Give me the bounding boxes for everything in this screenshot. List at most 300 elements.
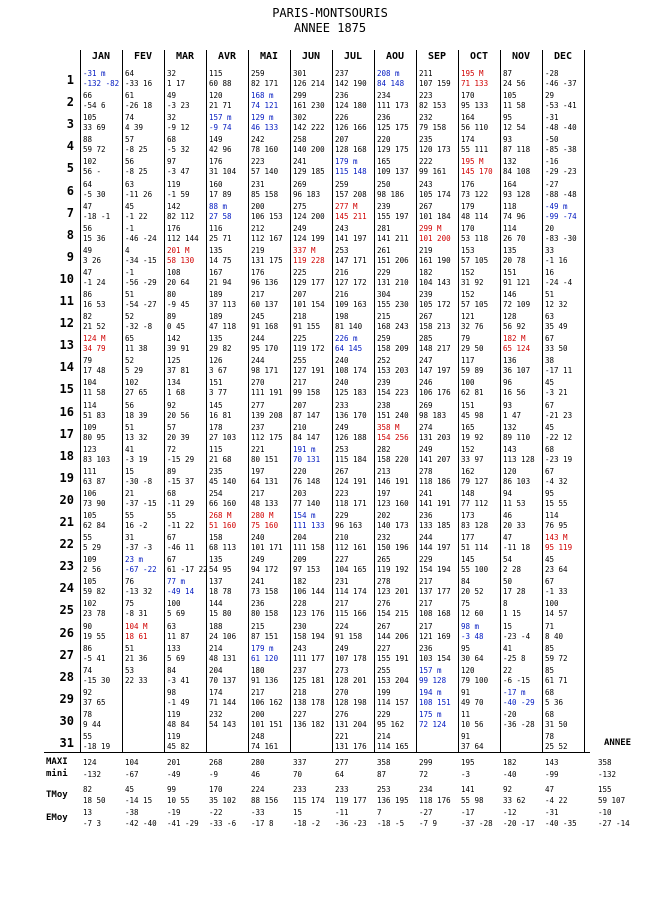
day-cell bbox=[251, 401, 292, 423]
max-temp: 269 bbox=[293, 179, 307, 189]
day-cell bbox=[209, 356, 250, 378]
max-temp: 229 bbox=[335, 511, 349, 520]
min-mean-temp: 114 157 bbox=[377, 697, 409, 707]
min-mean-temp: 74 161 bbox=[251, 742, 279, 751]
min-mean-temp: 64 145 bbox=[335, 344, 363, 354]
day-cell bbox=[83, 224, 124, 246]
min-mean-temp: -11 26 bbox=[125, 189, 153, 199]
day-cell bbox=[419, 622, 460, 644]
day-cell bbox=[209, 511, 250, 533]
day-cell bbox=[335, 113, 376, 135]
max-temp: 170 bbox=[461, 91, 475, 101]
min-mean-temp: -36 -28 bbox=[503, 719, 535, 729]
max-temp: 182 bbox=[293, 577, 307, 587]
max-temp: 275 bbox=[293, 201, 307, 211]
day-cell bbox=[461, 69, 502, 91]
min-mean-temp: -37 -15 bbox=[125, 498, 157, 508]
max-temp: 209 bbox=[293, 555, 307, 565]
min-mean-temp: 138 178 bbox=[293, 697, 325, 707]
min-mean-temp: 148 217 bbox=[419, 344, 451, 354]
max-temp: 84 bbox=[461, 577, 471, 587]
max-temp: 174 bbox=[209, 687, 223, 697]
max-temp: 176 bbox=[251, 267, 265, 277]
summary-mini-value: 70 bbox=[293, 770, 303, 779]
min-mean-temp: 155 230 bbox=[377, 300, 409, 309]
min-mean-temp: 91 121 bbox=[503, 277, 531, 287]
day-cell bbox=[503, 467, 544, 489]
min-mean-temp: 123 160 bbox=[377, 498, 409, 508]
day-cell bbox=[125, 113, 166, 135]
day-cell bbox=[503, 732, 544, 754]
min-mean-temp: -22 12 bbox=[545, 432, 573, 442]
min-mean-temp: 39 91 bbox=[167, 344, 190, 354]
max-temp: 241 bbox=[419, 488, 433, 498]
day-cell bbox=[167, 135, 208, 157]
min-mean-temp: 123 201 bbox=[377, 587, 409, 597]
max-temp: 270 bbox=[251, 378, 265, 388]
min-mean-temp: -23 19 bbox=[545, 454, 573, 464]
day-cell bbox=[209, 489, 250, 511]
day-cell bbox=[545, 445, 586, 467]
day-number: 2 bbox=[66, 95, 74, 110]
day-number: 15 bbox=[59, 382, 74, 397]
day-cell bbox=[167, 113, 208, 135]
max-temp: 74 bbox=[125, 113, 135, 123]
day-cell bbox=[461, 290, 502, 312]
min-mean-temp: 76 148 bbox=[293, 476, 321, 486]
day-cell bbox=[83, 135, 124, 157]
day-cell bbox=[83, 378, 124, 400]
max-temp: 285 bbox=[419, 334, 433, 344]
day-cell bbox=[461, 91, 502, 113]
day-cell bbox=[503, 356, 544, 378]
summary-mini-value: -67 bbox=[125, 770, 139, 779]
summary-tmoy-value: 155 bbox=[598, 785, 612, 794]
summary-emoy-value: -38 bbox=[125, 808, 139, 817]
day-cell bbox=[83, 401, 124, 423]
day-cell bbox=[293, 533, 334, 555]
day-cell bbox=[251, 423, 292, 445]
max-temp: 227 bbox=[335, 555, 349, 565]
min-mean-temp: 18 61 bbox=[125, 631, 148, 641]
summary-emoy-range: -27 -14 bbox=[598, 819, 630, 828]
day-cell bbox=[377, 334, 418, 356]
max-temp: 255 bbox=[293, 356, 307, 366]
summary-mini-value: -3 bbox=[461, 770, 471, 779]
max-temp: 225 bbox=[293, 267, 307, 277]
max-temp: 253 bbox=[335, 245, 349, 255]
day-cell bbox=[545, 710, 586, 732]
max-temp: 51 bbox=[125, 643, 135, 653]
min-mean-temp: 32 76 bbox=[461, 322, 484, 332]
day-number: 21 bbox=[59, 515, 74, 529]
summary-emoy-value: -17 bbox=[461, 808, 475, 817]
max-temp: 22 bbox=[503, 665, 513, 675]
day-cell bbox=[251, 246, 292, 268]
max-temp: 91 bbox=[461, 687, 471, 697]
max-temp: 239 bbox=[377, 378, 391, 388]
day-cell bbox=[503, 135, 544, 157]
min-mean-temp: 115 166 bbox=[335, 609, 367, 619]
max-temp: 221 bbox=[251, 444, 265, 454]
min-mean-temp: 136 182 bbox=[293, 719, 325, 729]
summary-tmoy-value: 253 bbox=[377, 785, 391, 794]
min-mean-temp: 154 215 bbox=[377, 609, 409, 619]
day-cell bbox=[293, 555, 334, 577]
min-mean-temp: -46 -37 bbox=[545, 79, 577, 88]
max-temp: 105 bbox=[83, 113, 97, 123]
min-mean-temp: 73 122 bbox=[461, 189, 489, 199]
min-mean-temp: 12 60 bbox=[461, 609, 484, 619]
max-temp: 123 bbox=[83, 444, 97, 454]
min-mean-temp: -33 16 bbox=[125, 79, 153, 88]
max-temp: 79 bbox=[461, 334, 471, 344]
summary-tmoy-value: 92 bbox=[503, 785, 513, 794]
day-cell bbox=[293, 69, 334, 91]
day-cell bbox=[503, 157, 544, 179]
min-mean-temp: -18 19 bbox=[83, 742, 111, 751]
min-mean-temp: -40 -29 bbox=[503, 697, 535, 707]
min-mean-temp: -11 29 bbox=[167, 498, 195, 508]
day-cell bbox=[461, 622, 502, 644]
max-temp: 51 bbox=[545, 290, 555, 299]
max-temp: 145 bbox=[461, 555, 475, 565]
min-mean-temp: -8 25 bbox=[125, 145, 148, 155]
max-temp: 128 bbox=[503, 312, 517, 322]
max-temp: 75 bbox=[461, 599, 471, 609]
day-cell bbox=[251, 555, 292, 577]
max-temp: 142 bbox=[167, 334, 181, 344]
day-cell bbox=[293, 489, 334, 511]
min-mean-temp: 15 55 bbox=[545, 498, 568, 508]
month-header: MAI bbox=[259, 51, 279, 62]
min-mean-temp: 105 174 bbox=[419, 189, 451, 199]
day-cell bbox=[209, 180, 250, 202]
max-temp: 232 bbox=[377, 533, 391, 543]
day-cell bbox=[545, 666, 586, 688]
month-header: AVR bbox=[217, 51, 237, 62]
day-cell bbox=[125, 577, 166, 599]
min-mean-temp: 76 95 bbox=[545, 521, 568, 530]
max-temp: 82 bbox=[83, 312, 93, 322]
max-temp: 243 bbox=[419, 179, 433, 189]
day-cell bbox=[125, 378, 166, 400]
year-title: ANNEE 1875 bbox=[293, 21, 367, 35]
min-mean-temp: 60 88 bbox=[209, 79, 232, 88]
min-mean-temp: 95 133 bbox=[461, 101, 489, 111]
day-cell bbox=[293, 202, 334, 224]
max-temp: 67 bbox=[545, 400, 555, 410]
min-mean-temp: 51 160 bbox=[209, 521, 237, 530]
min-mean-temp: -3 21 bbox=[545, 388, 568, 398]
day-cell bbox=[377, 113, 418, 135]
min-mean-temp: 123 176 bbox=[293, 609, 325, 619]
day-cell bbox=[419, 599, 460, 621]
max-temp: 204 bbox=[209, 665, 223, 675]
day-cell bbox=[209, 91, 250, 113]
min-mean-temp: 2 28 bbox=[503, 565, 522, 575]
max-temp: 56 bbox=[125, 157, 135, 167]
day-cell bbox=[209, 622, 250, 644]
day-cell bbox=[503, 91, 544, 113]
day-cell bbox=[419, 555, 460, 577]
max-temp: 214 bbox=[209, 643, 223, 653]
max-temp: 235 bbox=[209, 466, 223, 476]
min-mean-temp: 83 128 bbox=[461, 521, 489, 530]
min-mean-temp: 33 97 bbox=[461, 454, 484, 464]
day-cell bbox=[461, 467, 502, 489]
min-mean-temp: 19 92 bbox=[461, 432, 484, 442]
day-cell bbox=[251, 113, 292, 135]
max-temp: 237 bbox=[251, 422, 265, 432]
min-mean-temp: 106 162 bbox=[251, 697, 283, 707]
day-number: 24 bbox=[59, 581, 74, 596]
max-temp: 195 M bbox=[461, 69, 484, 78]
min-mean-temp: 99 161 bbox=[419, 167, 447, 177]
day-cell bbox=[503, 423, 544, 445]
max-temp: 200 bbox=[251, 201, 265, 211]
min-mean-temp: 120 173 bbox=[419, 145, 451, 155]
min-mean-temp: -24 -4 bbox=[545, 277, 573, 287]
day-cell bbox=[419, 644, 460, 666]
min-mean-temp: 57 105 bbox=[461, 255, 489, 265]
min-mean-temp: 10 56 bbox=[461, 719, 484, 729]
min-mean-temp: 144 197 bbox=[419, 543, 451, 553]
summary-label: mini bbox=[46, 769, 68, 779]
max-temp: 45 bbox=[545, 422, 555, 432]
max-temp: 100 bbox=[461, 378, 475, 388]
day-cell bbox=[209, 577, 250, 599]
max-temp: 41 bbox=[125, 444, 135, 454]
min-mean-temp: 154 256 bbox=[377, 432, 409, 442]
max-temp: 132 bbox=[503, 422, 517, 432]
min-mean-temp: -8 25 bbox=[125, 167, 148, 177]
min-mean-temp: 37 64 bbox=[461, 742, 484, 751]
day-cell bbox=[545, 356, 586, 378]
day-cell bbox=[209, 202, 250, 224]
min-mean-temp: 118 171 bbox=[335, 498, 367, 508]
min-mean-temp: 31 104 bbox=[209, 167, 237, 177]
min-mean-temp: 158 213 bbox=[419, 322, 451, 332]
day-cell bbox=[461, 135, 502, 157]
max-temp: 23 m bbox=[125, 555, 144, 565]
min-mean-temp: -54 6 bbox=[83, 101, 106, 111]
max-temp: 165 bbox=[377, 157, 391, 167]
max-temp: 68 bbox=[545, 687, 555, 697]
min-mean-temp: 113 128 bbox=[503, 454, 535, 464]
day-cell bbox=[251, 135, 292, 157]
day-number: 30 bbox=[59, 713, 74, 728]
min-mean-temp: 101 184 bbox=[419, 211, 451, 221]
max-temp: 51 bbox=[125, 290, 135, 299]
day-cell bbox=[209, 445, 250, 467]
max-temp: 68 bbox=[545, 444, 555, 454]
day-number: 16 bbox=[59, 404, 74, 419]
max-temp: 220 bbox=[377, 135, 391, 145]
day-cell bbox=[461, 666, 502, 688]
max-temp: 179 m bbox=[251, 643, 274, 653]
max-temp: 239 bbox=[419, 290, 433, 299]
summary-tmoy-range: 115 174 bbox=[293, 796, 325, 805]
min-mean-temp: 97 153 bbox=[293, 565, 321, 575]
day-cell bbox=[209, 334, 250, 356]
max-temp: 98 bbox=[167, 687, 177, 697]
summary-emoy-value: -31 bbox=[545, 808, 559, 817]
min-mean-temp: -9 74 bbox=[209, 123, 232, 133]
day-cell bbox=[167, 533, 208, 555]
day-cell bbox=[83, 268, 124, 290]
summary-tmoy-range: 118 176 bbox=[419, 796, 451, 805]
day-cell bbox=[83, 202, 124, 224]
day-cell bbox=[335, 202, 376, 224]
summary-emoy-range: -7 9 bbox=[419, 819, 438, 828]
max-temp: 152 bbox=[461, 444, 475, 454]
max-temp: 124 M bbox=[83, 334, 106, 344]
max-temp: 104 M bbox=[125, 621, 148, 631]
day-cell bbox=[83, 91, 124, 113]
min-mean-temp: 22 33 bbox=[125, 675, 148, 685]
day-cell bbox=[125, 555, 166, 577]
min-mean-temp: 0 45 bbox=[167, 322, 186, 332]
min-mean-temp: 106 176 bbox=[419, 388, 451, 398]
max-temp: 246 bbox=[419, 378, 433, 388]
summary-emoy-value: -10 bbox=[598, 808, 612, 817]
min-mean-temp: 151 206 bbox=[377, 255, 409, 265]
day-number: 3 bbox=[66, 117, 74, 132]
min-mean-temp: -1 16 bbox=[545, 255, 568, 265]
min-mean-temp: 5 69 bbox=[167, 653, 186, 663]
day-cell bbox=[377, 577, 418, 599]
max-temp: 179 bbox=[461, 201, 475, 211]
day-cell bbox=[293, 401, 334, 423]
min-mean-temp: 9 44 bbox=[83, 719, 102, 729]
day-cell bbox=[167, 688, 208, 710]
day-cell bbox=[83, 69, 124, 91]
max-temp: 170 bbox=[461, 223, 475, 233]
max-temp: 233 bbox=[335, 400, 349, 410]
max-temp: 98 m bbox=[461, 621, 480, 631]
max-temp: 265 bbox=[377, 555, 391, 565]
month-header: MAR bbox=[175, 51, 195, 62]
day-cell bbox=[125, 423, 166, 445]
min-mean-temp: 104 143 bbox=[419, 277, 451, 287]
min-mean-temp: 75 160 bbox=[251, 521, 279, 530]
min-mean-temp: 13 32 bbox=[125, 432, 148, 442]
day-cell bbox=[377, 180, 418, 202]
day-cell bbox=[209, 555, 250, 577]
max-temp: 68 bbox=[167, 135, 177, 145]
day-cell bbox=[293, 91, 334, 113]
min-mean-temp: 155 197 bbox=[377, 211, 409, 221]
max-temp: 231 bbox=[335, 577, 349, 587]
day-cell bbox=[167, 489, 208, 511]
max-temp: 120 bbox=[209, 91, 223, 101]
day-cell bbox=[335, 290, 376, 312]
max-temp: 114 bbox=[545, 511, 559, 520]
max-temp: 227 bbox=[377, 643, 391, 653]
day-cell bbox=[209, 268, 250, 290]
day-cell bbox=[461, 599, 502, 621]
day-cell bbox=[377, 401, 418, 423]
summary-emoy-value: -19 bbox=[167, 808, 181, 817]
summary-label: EMoy bbox=[46, 813, 68, 823]
day-cell bbox=[503, 401, 544, 423]
day-cell bbox=[335, 555, 376, 577]
max-temp: 249 bbox=[335, 643, 349, 653]
max-temp: 223 bbox=[335, 488, 349, 498]
summary-maxi-value: 195 bbox=[461, 758, 475, 767]
summary-mini-value: -40 bbox=[503, 770, 517, 779]
min-mean-temp: 86 103 bbox=[503, 476, 531, 486]
min-mean-temp: 96 163 bbox=[335, 521, 363, 530]
max-temp: 67 bbox=[167, 555, 177, 565]
min-mean-temp: 104 165 bbox=[335, 565, 367, 575]
min-mean-temp: 74 121 bbox=[251, 101, 279, 111]
day-cell bbox=[419, 91, 460, 113]
max-temp: 143 M bbox=[545, 533, 568, 543]
summary-emoy-value: -12 bbox=[503, 808, 517, 817]
min-mean-temp: 20 56 bbox=[167, 410, 190, 420]
min-mean-temp: 139 208 bbox=[251, 410, 283, 420]
max-temp: 231 bbox=[251, 179, 265, 189]
max-temp: 132 bbox=[503, 157, 517, 167]
min-mean-temp: 15 36 bbox=[83, 233, 106, 243]
max-temp: 268 M bbox=[209, 511, 232, 520]
min-mean-temp: 20 39 bbox=[167, 432, 190, 442]
min-mean-temp: 157 208 bbox=[335, 189, 367, 199]
max-temp: 93 bbox=[503, 135, 513, 145]
min-mean-temp: 112 167 bbox=[251, 233, 283, 243]
day-cell bbox=[251, 732, 292, 754]
min-mean-temp: -32 -8 bbox=[125, 322, 153, 332]
day-cell bbox=[251, 577, 292, 599]
min-mean-temp: 147 197 bbox=[419, 366, 451, 376]
day-cell bbox=[167, 69, 208, 91]
summary-emoy-value: 13 bbox=[83, 808, 93, 817]
max-temp: 216 bbox=[335, 290, 349, 299]
summary-emoy-range: -41 -29 bbox=[167, 819, 199, 828]
day-cell bbox=[83, 423, 124, 445]
day-cell bbox=[461, 533, 502, 555]
min-mean-temp: 17 48 bbox=[83, 366, 106, 376]
max-temp: 168 m bbox=[251, 91, 274, 101]
day-number: 29 bbox=[59, 691, 74, 706]
day-cell bbox=[335, 445, 376, 467]
day-cell bbox=[209, 401, 250, 423]
min-mean-temp: 51 83 bbox=[83, 410, 106, 420]
min-mean-temp: 108 174 bbox=[335, 366, 367, 376]
min-mean-temp: 14 57 bbox=[545, 609, 568, 619]
summary-maxi-value: 104 bbox=[125, 758, 139, 767]
min-mean-temp: 1 47 bbox=[503, 410, 522, 420]
summary-label: TMoy bbox=[46, 790, 68, 800]
max-temp: 31 bbox=[125, 533, 135, 543]
day-cell bbox=[545, 224, 586, 246]
min-mean-temp: 154 194 bbox=[419, 565, 451, 575]
min-mean-temp: 11 58 bbox=[503, 101, 526, 111]
max-temp: 236 bbox=[377, 113, 391, 123]
day-cell bbox=[83, 312, 124, 334]
day-cell bbox=[125, 533, 166, 555]
min-mean-temp: 37 113 bbox=[209, 300, 237, 309]
day-cell bbox=[335, 599, 376, 621]
max-temp: 194 m bbox=[419, 687, 442, 697]
summary-emoy-range: -18 -2 bbox=[293, 819, 321, 828]
max-temp: 236 bbox=[419, 643, 433, 653]
max-temp: 134 bbox=[167, 378, 181, 388]
day-cell bbox=[251, 688, 292, 710]
max-temp: 86 bbox=[83, 643, 93, 653]
